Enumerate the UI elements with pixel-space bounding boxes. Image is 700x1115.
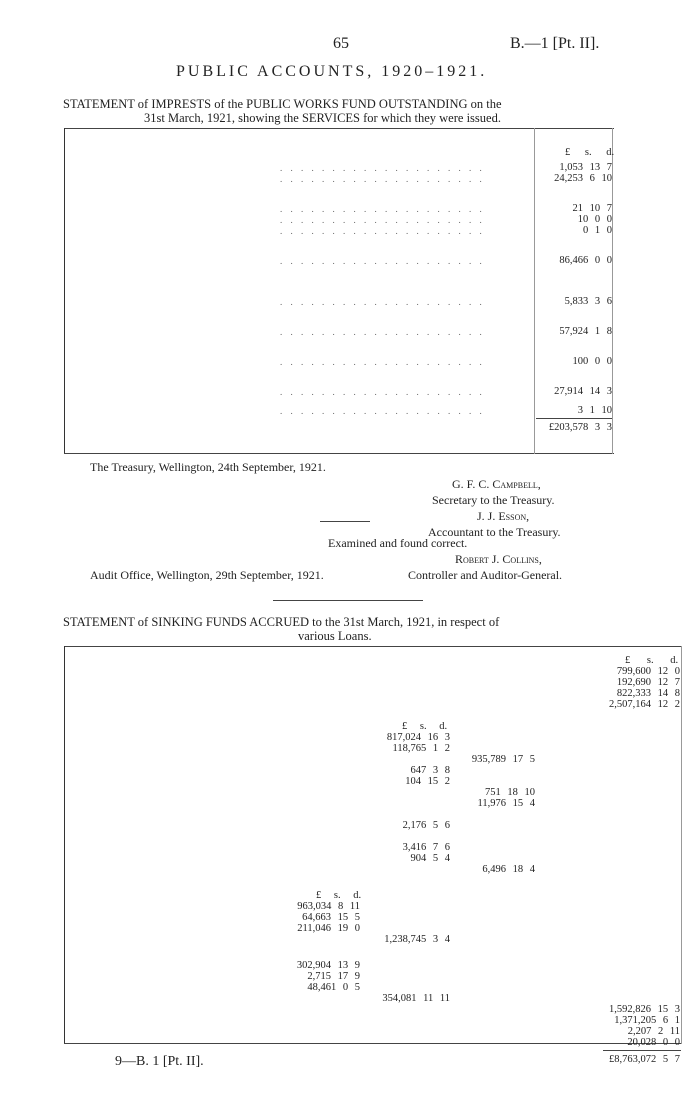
sinking-amount-col1: 48,461 0 5 bbox=[307, 982, 360, 993]
leader-dots: . . . . . . . . . . . . . . . . . . . . bbox=[280, 174, 485, 184]
sinking-total-rule bbox=[603, 1050, 681, 1051]
sinking-currency-header: £ s. d. bbox=[625, 655, 679, 666]
imprests-right-rule bbox=[612, 128, 613, 454]
treasury-place-date: The Treasury, Wellington, 24th September, 1921. bbox=[90, 460, 326, 474]
leader-dots: . . . . . . . . . . . . . . . . . . . . bbox=[280, 406, 485, 416]
imprest-amount: 57,924 1 8 bbox=[559, 326, 612, 337]
signer2-name: J. J. Esson, bbox=[477, 509, 530, 523]
imprests-top-rule bbox=[64, 128, 614, 129]
page-number: 65 bbox=[333, 35, 349, 52]
sinking-amount-col2: 904 5 4 bbox=[410, 853, 450, 864]
sinking-amount-col3: 11,976 15 4 bbox=[477, 798, 535, 809]
sinking-amount-col2: 354,081 11 11 bbox=[382, 993, 450, 1004]
sinking-amount-col4: 1,592,826 15 3 bbox=[609, 1004, 680, 1015]
sinking-amount-col1: 211,046 19 0 bbox=[297, 923, 360, 934]
imprests-money-rule bbox=[534, 128, 535, 454]
imprest-amount: 1,053 13 7 bbox=[559, 162, 612, 173]
audit-place-date: Audit Office, Wellington, 29th September, 1921. bbox=[90, 568, 324, 582]
sinking-total: £8,763,072 5 7 bbox=[609, 1054, 680, 1065]
report-reference: B.—1 [Pt. II]. bbox=[510, 35, 600, 52]
imprest-amount: 21 10 7 bbox=[572, 203, 612, 214]
signer1-name: G. F. C. Campbell, bbox=[452, 477, 541, 491]
auditor-name: Robert J. Collins, bbox=[455, 552, 542, 566]
sinking-top-rule bbox=[64, 646, 682, 647]
sinking-amount-col4: 1,371,205 6 1 bbox=[614, 1015, 680, 1026]
sinking-amount-col1: 963,034 8 11 bbox=[297, 901, 360, 912]
imprest-amount: 10 0 0 bbox=[577, 214, 612, 225]
sinking-amount-col2: 2,176 5 6 bbox=[402, 820, 450, 831]
sinking-amount-col1: 64,663 15 5 bbox=[302, 912, 360, 923]
leader-dots: . . . . . . . . . . . . . . . . . . . . bbox=[280, 327, 485, 337]
sinking-amount-col2: 104 15 2 bbox=[405, 776, 450, 787]
leader-dots: . . . . . . . . . . . . . . . . . . . . bbox=[280, 297, 485, 307]
sinking-amount-col4: 192,690 12 7 bbox=[616, 677, 680, 688]
sinking-amount-col4: 822,333 14 8 bbox=[616, 688, 680, 699]
imprest-amount: 5,833 3 6 bbox=[564, 296, 612, 307]
sinking-amount-col4: 20,028 0 0 bbox=[627, 1037, 680, 1048]
signer1-title: Secretary to the Treasury. bbox=[432, 493, 555, 507]
sinking-heading-line1: STATEMENT of SINKING FUNDS ACCRUED to the 31st March, 1921, in respect of bbox=[63, 615, 500, 629]
footer-signature: 9—B. 1 [Pt. II]. bbox=[115, 1054, 204, 1069]
leader-dots: . . . . . . . . . . . . . . . . . . . . bbox=[280, 256, 485, 266]
sinking-heading-line2: various Loans. bbox=[298, 629, 372, 643]
auditor-title: Controller and Auditor-General. bbox=[408, 568, 563, 582]
imprest-amount: 27,914 14 3 bbox=[554, 386, 612, 397]
leader-dots: . . . . . . . . . . . . . . . . . . . . bbox=[280, 215, 485, 225]
sinking-amount-col3: 935,789 17 5 bbox=[471, 754, 535, 765]
imprest-amount: 3 1 10 bbox=[577, 405, 612, 416]
sinking-amount-col3: 6,496 18 4 bbox=[482, 864, 535, 875]
sinking-left-rule bbox=[64, 646, 65, 1044]
sinking-amount-col2: 817,024 16 3 bbox=[386, 732, 450, 743]
imprests-heading-line1: STATEMENT of IMPRESTS of the PUBLIC WORKS FUND OUTSTANDING on the bbox=[63, 97, 502, 111]
sinking-amount-col1: 2,715 17 9 bbox=[307, 971, 360, 982]
imprest-amount: 100 0 0 bbox=[572, 356, 612, 367]
signature-dash bbox=[320, 521, 370, 522]
leader-dots: . . . . . . . . . . . . . . . . . . . . bbox=[280, 163, 485, 173]
sinking-amount-col4: 2,507,164 12 2 bbox=[609, 699, 680, 710]
sinking-bottom-rule bbox=[64, 1043, 682, 1044]
sinking-amount-col2: 1,238,745 3 4 bbox=[384, 934, 450, 945]
sinking-amount-col4: 2,207 2 11 bbox=[627, 1026, 680, 1037]
col1-header: £ s. d. bbox=[316, 890, 362, 901]
sinking-amount-col3: 751 18 10 bbox=[485, 787, 535, 798]
imprest-amount: 24,253 6 10 bbox=[554, 173, 612, 184]
sinking-amount-col4: 799,600 12 0 bbox=[616, 666, 680, 677]
imprest-amount: 0 1 0 bbox=[583, 225, 612, 236]
imprests-bottom-rule bbox=[64, 453, 614, 454]
leader-dots: . . . . . . . . . . . . . . . . . . . . bbox=[280, 357, 485, 367]
sinking-right-rule bbox=[681, 646, 682, 1044]
leader-dots: . . . . . . . . . . . . . . . . . . . . bbox=[280, 387, 485, 397]
leader-dots: . . . . . . . . . . . . . . . . . . . . bbox=[280, 204, 485, 214]
sinking-amount-col2: 3,416 7 6 bbox=[402, 842, 450, 853]
signer2-title: Accountant to the Treasury. bbox=[428, 525, 561, 539]
section-divider bbox=[273, 600, 423, 601]
page-title: PUBLIC ACCOUNTS, 1920–1921. bbox=[176, 63, 488, 80]
currency-header: £ s. d. bbox=[565, 147, 615, 158]
imprests-left-rule bbox=[64, 128, 65, 454]
sinking-amount-col1: 302,904 13 9 bbox=[296, 960, 360, 971]
imprests-heading-line2: 31st March, 1921, showing the SERVICES for which they were issued. bbox=[144, 111, 501, 125]
col2-header: £ s. d. bbox=[402, 721, 448, 732]
imprest-amount: 86,466 0 0 bbox=[559, 255, 612, 266]
imprest-total-rule bbox=[536, 418, 612, 419]
sinking-amount-col2: 118,765 1 2 bbox=[392, 743, 450, 754]
leader-dots: . . . . . . . . . . . . . . . . . . . . bbox=[280, 226, 485, 236]
examined-note: Examined and found correct. bbox=[328, 536, 468, 550]
imprest-total: £203,578 3 3 bbox=[548, 422, 612, 433]
sinking-amount-col2: 647 3 8 bbox=[410, 765, 450, 776]
